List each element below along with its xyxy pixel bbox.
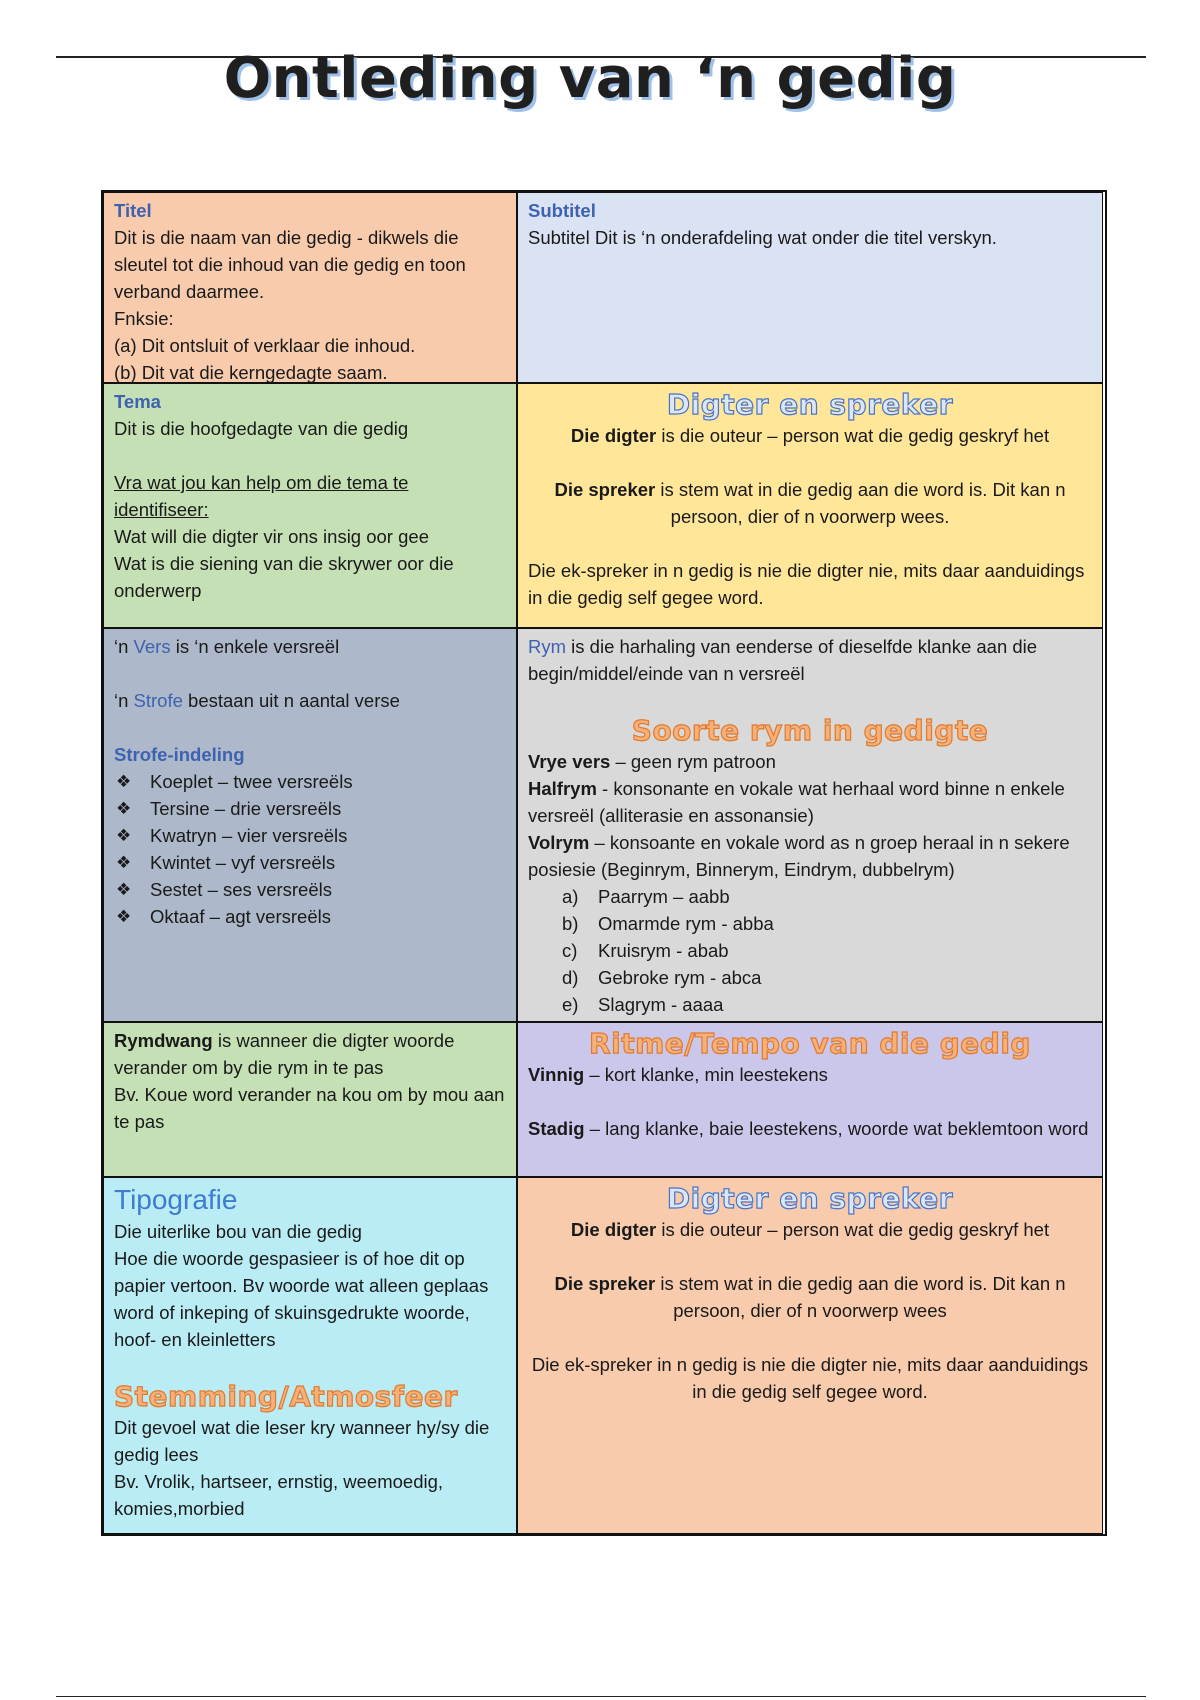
list-item: d) Gebroke rym - abca — [562, 967, 762, 988]
ritme-heading: Ritme/Tempo van die gedig — [589, 1027, 1031, 1060]
tema-q2: Wat is die siening van die skrywer oor die onderwerp — [114, 553, 454, 601]
digter2-definition: Die digter is die outeur – person wat die gedig geskryf het — [570, 1219, 1050, 1240]
ek-spreker-note: Die ek-spreker in n gedig is nie die digter nie, mits daar aanduidings in die gedig self gegee word. — [528, 560, 1085, 608]
tipografie-l1: Die uiterlike bou van die gedig — [114, 1221, 362, 1242]
rym-definition: Rym is die harhaling van eenderse of dieselfde klanke aan die begin/middel/einde van n versreël — [528, 636, 1038, 684]
tipografie-l2: Hoe die woorde gespasieer is of hoe dit op papier vertoon. Bv woorde wat alleen geplaas word of inkeping of skuinsgedrukte woorde, hoof- en kleinletters — [114, 1248, 489, 1350]
spreker-definition: Die spreker is stem wat in die gedig aan die word is. Dit kan n persoon, dier of n voorwerp wees. — [554, 479, 1066, 527]
tipografie-heading: Tipografie — [114, 1184, 238, 1215]
list-item: e) Slagrym - aaaa — [562, 994, 724, 1015]
spreker2-definition: Die spreker is stem wat in die gedig aan die word is. Dit kan n persoon, dier of n voorwerp wees — [554, 1273, 1066, 1321]
list-item: ❖ Kwintet – vyf versreëls — [114, 849, 506, 876]
rymdwang-definition: Rymdwang is wanneer die digter woorde verander om by die rym in te pas — [114, 1030, 455, 1078]
ritme-vinnig: Vinnig – kort klanke, min leestekens — [528, 1064, 828, 1085]
titel-fnksie: Fnksie: — [114, 308, 174, 329]
tema-question: Vra wat jou kan help om die tema te identifiseer: — [114, 472, 409, 520]
list-item: b) Omarmde rym - abba — [562, 913, 774, 934]
page-title: Ontleding van ‘n gedig — [223, 46, 957, 111]
ek-spreker2-note: Die ek-spreker in n gedig is nie die digter nie, mits daar aanduidings in die gedig self gegee word. — [531, 1354, 1089, 1402]
list-item: ❖ Kwatryn – vier versreëls — [114, 822, 506, 849]
subtitel-body: Subtitel Dit is ‘n onderafdeling wat onder die titel verskyn. — [528, 227, 997, 248]
titel-body: Dit is die naam van die gedig - dikwels die sleutel tot die inhoud van die gedig en toon verband daarmee. — [114, 227, 466, 302]
cell-subtitel — [517, 192, 1103, 383]
halfrym: Halfrym - konsonante en vokale wat herhaal word binne n enkele versreël (alliterasie en assonansie) — [528, 778, 1065, 826]
titel-point-a: (a) Dit ontsluit of verklaar die inhoud. — [114, 335, 416, 356]
list-item: a) Paarrym – aabb — [562, 886, 730, 907]
ritme-stadig: Stadig – lang klanke, baie leestekens, woorde wat beklemtoon word — [528, 1118, 1089, 1139]
rym-heading: Soorte rym in gedigte — [631, 714, 989, 747]
titel-heading: Titel — [114, 200, 152, 221]
strofe-definition: ‘n Strofe bestaan uit n aantal verse — [114, 690, 400, 711]
titel-point-b: (b) Dit vat die kerngedagte saam. — [114, 362, 388, 383]
cell-digter-spreker — [517, 383, 1103, 628]
strofe-list — [114, 768, 506, 930]
digter2-heading: Digter en spreker — [666, 1182, 954, 1215]
analysis-table — [101, 190, 1107, 1536]
vers-definition: ‘n Vers is ‘n enkele versreël — [114, 636, 340, 657]
subtitel-heading: Subtitel — [528, 200, 596, 221]
cell-tema — [103, 383, 517, 628]
volrym: Volrym – konsoante en vokale word as n groep heraal in n sekere posiesie (Beginrym, Binnerym, Eindrym, dubbelrym) — [528, 832, 1070, 880]
strofe-indeling-heading: Strofe-indeling — [114, 744, 245, 765]
list-item: ❖ Koeplet – twee versreëls — [114, 768, 506, 795]
digter-heading: Digter en spreker — [666, 388, 954, 421]
stemming-example: Bv. Vrolik, hartseer, ernstig, weemoedig, komies,morbied — [114, 1471, 444, 1519]
digter-definition: Die digter is die outeur – person wat die gedig geskryf het — [570, 425, 1050, 446]
stemming-heading: Stemming/Atmosfeer — [114, 1380, 458, 1413]
cell-tipografie — [103, 1177, 517, 1534]
tema-body: Dit is die hoofgedagte van die gedig — [114, 418, 409, 439]
bottom-rule — [56, 1696, 1146, 1697]
cell-ritme-tempo — [517, 1022, 1103, 1177]
tema-heading: Tema — [114, 391, 161, 412]
vrye-vers: Vrye vers – geen rym patroon — [528, 751, 776, 772]
list-item: ❖ Tersine – drie versreëls — [114, 795, 506, 822]
cell-digter-spreker-2 — [517, 1177, 1103, 1534]
cell-titel — [103, 192, 517, 383]
rymdwang-example: Bv. Koue word verander na kou om by mou aan te pas — [114, 1084, 505, 1132]
list-item: ❖ Sestet – ses versreëls — [114, 876, 506, 903]
cell-vers-strofe — [103, 628, 517, 1022]
cell-rym — [517, 628, 1103, 1022]
tema-q1: Wat will die digter vir ons insig oor gee — [114, 526, 429, 547]
stemming-body: Dit gevoel wat die leser kry wanneer hy/sy die gedig lees — [114, 1417, 490, 1465]
list-item: ❖ Oktaaf – agt versreëls — [114, 903, 506, 930]
list-item: c) Kruisrym - abab — [562, 940, 729, 961]
cell-rymdwang — [103, 1022, 517, 1177]
rym-types-list — [528, 883, 1092, 1018]
